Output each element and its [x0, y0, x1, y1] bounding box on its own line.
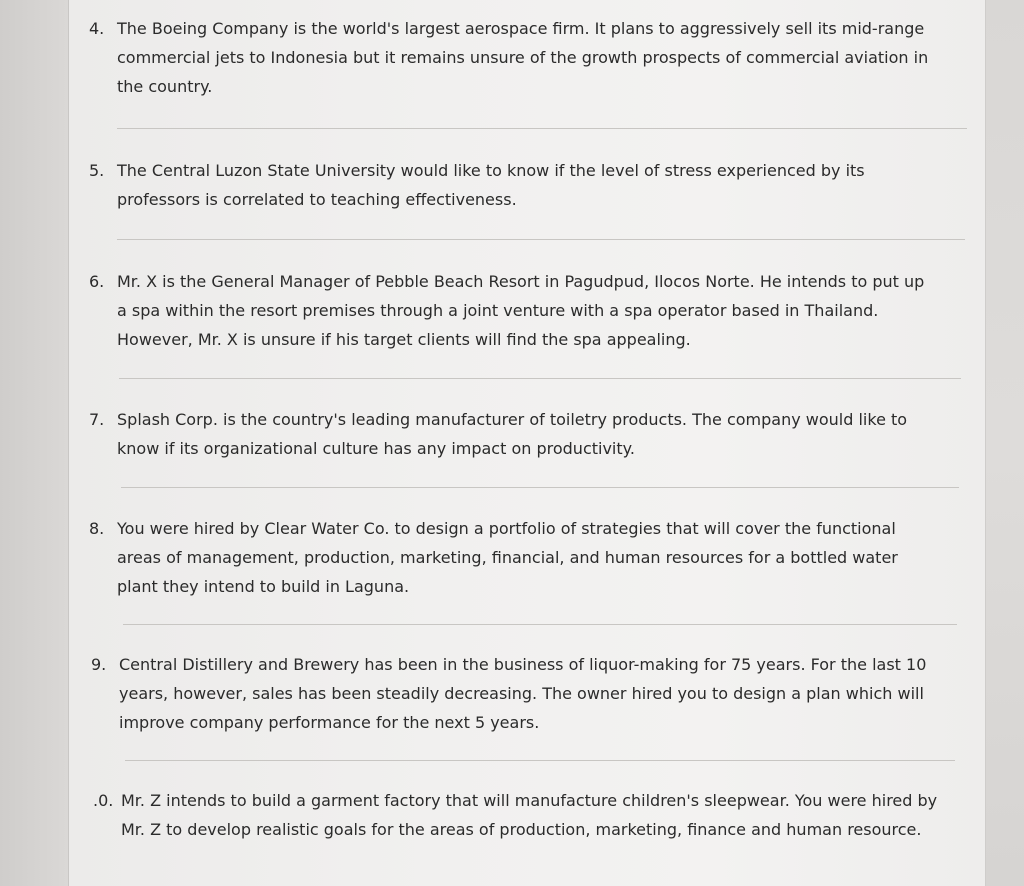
question-text: The Boeing Company is the world's largest aerospace firm. It plans to aggressively sell its mid-range commercial jets to Indonesia but it remains unsure of the growth prospects of commercial aviation in the country. — [117, 19, 929, 96]
answer-line-6[interactable] — [119, 378, 961, 379]
question-text: Splash Corp. is the country's leading manufacturer of toiletry products. The company would like to know if its organizational culture has any impact on productivity. — [117, 410, 908, 458]
question-8 — [89, 514, 939, 601]
question-number: 4. — [89, 19, 105, 38]
question-number: 7. — [89, 410, 105, 429]
question-text: Central Distillery and Brewery has been in the business of liquor-making for 75 years. For the last 10 years, however, sales has been steadily decreasing. The owner hired you to design a plan which will improve company performance for the next 5 years. — [119, 655, 927, 732]
question-number: .0. — [93, 791, 114, 810]
question-text: Mr. X is the General Manager of Pebble Beach Resort in Pagudpud, Ilocos Norte. He intends to put up a spa within the resort premises through a joint venture with a spa operator based in Thailand. However, Mr. X is unsure if his target clients will find the spa appealing. — [117, 272, 925, 349]
desk-background — [0, 0, 68, 886]
question-number: 5. — [89, 161, 105, 180]
worksheet-page — [68, 0, 986, 886]
question-4 — [89, 14, 939, 101]
question-number: 8. — [89, 519, 105, 538]
question-text: The Central Luzon State University would like to know if the level of stress experienced by its professors is correlated to teaching effectiveness. — [117, 161, 865, 209]
question-text: Mr. Z intends to build a garment factory that will manufacture children's sleepwear. You were hired by Mr. Z to develop realistic goals for the areas of production, marketing, finance and human resource. — [121, 791, 938, 839]
question-10 — [93, 786, 943, 844]
question-text: You were hired by Clear Water Co. to design a portfolio of strategies that will cover the functional areas of management, production, marketing, financial, and human resources for a bottled water plant they intend to build in Laguna. — [117, 519, 898, 596]
question-9 — [91, 650, 941, 737]
question-6 — [89, 267, 939, 354]
question-number: 6. — [89, 272, 105, 291]
question-5 — [89, 156, 939, 214]
question-number: 9. — [91, 655, 107, 674]
question-7 — [89, 405, 939, 463]
answer-line-9[interactable] — [125, 760, 955, 761]
answer-line-8[interactable] — [123, 624, 957, 625]
answer-line-7[interactable] — [121, 487, 959, 488]
answer-line-5[interactable] — [117, 239, 965, 240]
answer-line-4[interactable] — [117, 128, 967, 129]
